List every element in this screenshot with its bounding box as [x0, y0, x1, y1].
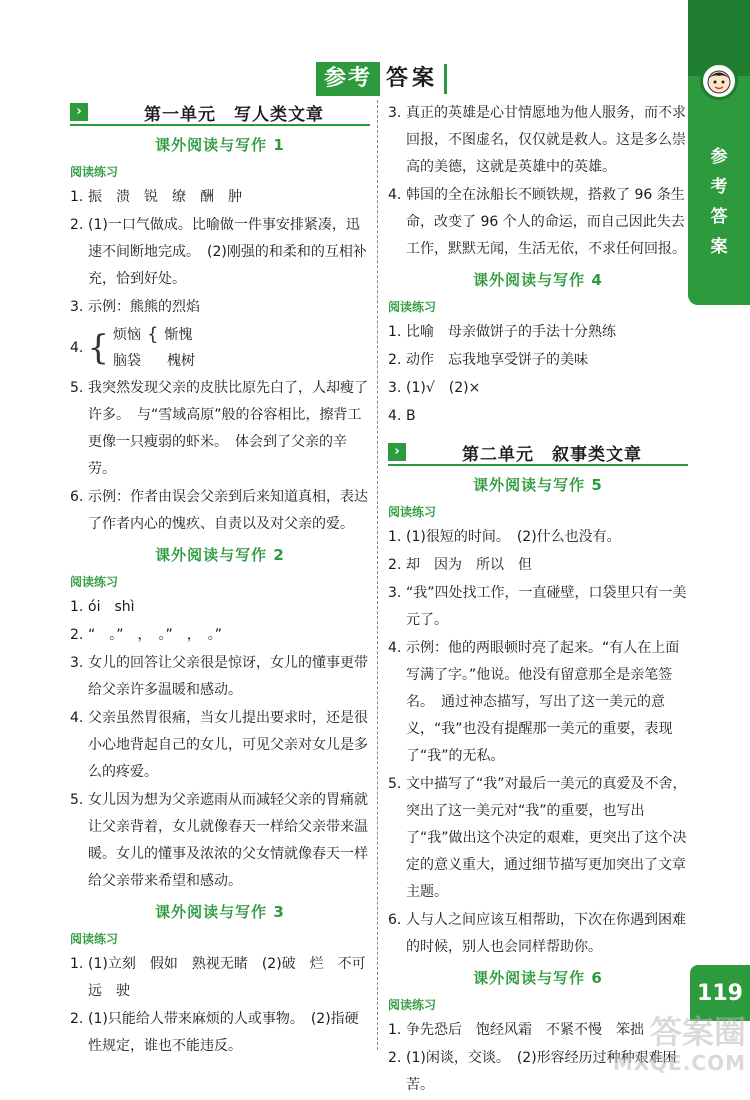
answer-item: 3. 女儿的回答让父亲很是惊讶，女儿的懂事更带给父亲许多温暖和感动。 — [70, 655, 368, 698]
section-title: 课外阅读与写作 2 — [155, 546, 285, 564]
subsection-title: 阅读练习 — [70, 575, 119, 589]
answer-item: 1. ói shì — [70, 599, 135, 615]
unit-title: 第二单元 叙事类文章 — [462, 444, 642, 465]
answer-item: 3. 真正的英雄是心甘情愿地为他人服务，而不求回报，不图虚名，仅仅就是救人。这是多么崇高的美德，这就是英雄中的英雄。 — [388, 105, 686, 175]
chevron-right-icon: › — [70, 103, 88, 121]
unit-title: 第一单元 写人类文章 — [144, 104, 324, 125]
left-column — [70, 100, 380, 1061]
answer-item: 2. (1)只能给人带来麻烦的人或事物。 (2)指硬性规定，谁也不能违反。 — [70, 1011, 359, 1054]
page-header — [316, 62, 447, 96]
column-divider — [377, 100, 378, 1050]
answer-item: 1. (1)立刻 假如 熟视无睹 (2)破 烂 不可 远 驶 — [70, 956, 380, 999]
mascot-icon — [700, 62, 738, 100]
answer-item: 2. 动作 忘我地享受饼子的美味 — [388, 352, 588, 368]
brace-icon: { — [87, 328, 109, 368]
answer-item: 3. 示例：熊熊的烈焰 — [70, 299, 200, 315]
answer-item: 3. “我”四处找工作，一直碰壁，口袋里只有一美元了。 — [388, 585, 687, 628]
answer-item: 4. 父亲虽然胃很痛，当女儿提出要求时，还是很小心地背起自己的女儿，可见父亲对女儿是多么的疼爱。 — [70, 710, 368, 780]
chevron-right-icon: › — [388, 443, 406, 461]
answer-item: 3. (1)√ (2)× — [388, 380, 481, 396]
section-title: 课外阅读与写作 3 — [155, 903, 285, 921]
answer-item: 1. 争先恐后 饱经风霜 不紧不慢 笨拙 — [388, 1022, 644, 1038]
unit-heading — [388, 440, 688, 466]
header-highlight: 参考 — [316, 62, 380, 96]
answer-item: 5. 文中描写了“我”对最后一美元的真爱及不舍，突出了这一美元对“我”的重要，也写出了“我”做出这个决定的艰难，更突出了这个决定的意义重大，通过细节描写更加突出了文章主题。 — [388, 776, 687, 900]
answer-item: 1. 振 溃 锐 缭 酬 肿 — [70, 189, 242, 205]
subsection-title: 阅读练习 — [70, 932, 119, 946]
subsection-title: 阅读练习 — [70, 165, 119, 179]
answer-item: 1. 比喻 母亲做饼子的手法十分熟练 — [388, 324, 616, 340]
brace-icon: { — [147, 324, 159, 345]
answer-item: 2. (1)闲谈，交谈。 (2)形容经历过种种艰难困苦。 — [388, 1050, 677, 1093]
answer-item: 6. 示例：作者由误会父亲到后来知道真相，表达了作者内心的愧疚、自责以及对父亲的爱。 — [70, 489, 368, 532]
answer-item: 2. (1)一口气做成。比喻做一件事安排紧凑，迅速不间断地完成。 (2)刚强的和柔和的互相补充，恰到好处。 — [70, 217, 367, 287]
answer-item: 2. 却 因为 所以 但 — [388, 557, 532, 573]
side-tab-label: 参考答案 — [710, 147, 728, 257]
section-title: 课外阅读与写作 1 — [155, 136, 285, 154]
section-title: 课外阅读与写作 4 — [473, 271, 603, 289]
section-title: 课外阅读与写作 5 — [473, 476, 603, 494]
answer-item: 4. B — [388, 408, 416, 424]
answer-item: 5. 女儿因为想为父亲遮雨从而减轻父亲的胃痛就让父亲背着，女儿就像春天一样给父亲带来温暖。女儿的懂事及浓浓的父女情就像春天一样给父亲带来希望和感动。 — [70, 792, 368, 889]
page-number: 119 — [690, 965, 750, 1021]
watermark: 答案圈 MXQE.COM — [612, 1013, 746, 1075]
answer-item: 4. 示例：他的两眼顿时亮了起来。“有人在上面写满了字。”他说。他没有留意那全是亲笔签名。 通过神态描写，写出了这一美元的意义，“我”也没有提醒那一美元的重要，表现了“我”的无私。 — [388, 640, 680, 764]
answer-item-grouped: 4. { 烦恼 { 惭愧 脑袋 槐树 — [70, 322, 370, 374]
section-title: 课外阅读与写作 6 — [473, 969, 603, 987]
subsection-title: 阅读练习 — [388, 300, 437, 314]
unit-heading — [70, 100, 370, 126]
answer-item: 5. 我突然发现父亲的皮肤比原先白了，人却瘦了许多。 与“雪域高原”般的谷容相比，擦背工更像一只瘦弱的虾米。 体会到了父亲的辛劳。 — [70, 380, 368, 477]
answer-item: 4. 韩国的全在泳船长不顾铁规，搭救了 96 条生命，改变了 96 个人的命运，而自己因此失去工作，默默无闻，生活无依，不求任何回报。 — [388, 187, 686, 257]
answer-item: 2. “ 。” ， 。” ， 。” — [70, 627, 223, 643]
subsection-title: 阅读练习 — [388, 505, 437, 519]
right-column — [388, 100, 688, 1100]
subsection-title: 阅读练习 — [388, 998, 437, 1012]
answer-item: 6. 人与人之间应该互相帮助，下次在你遇到困难的时候，别人也会同样帮助你。 — [388, 912, 686, 955]
header-text: 答案 — [386, 64, 447, 94]
answer-item: 1. (1)很短的时间。 (2)什么也没有。 — [388, 529, 621, 545]
